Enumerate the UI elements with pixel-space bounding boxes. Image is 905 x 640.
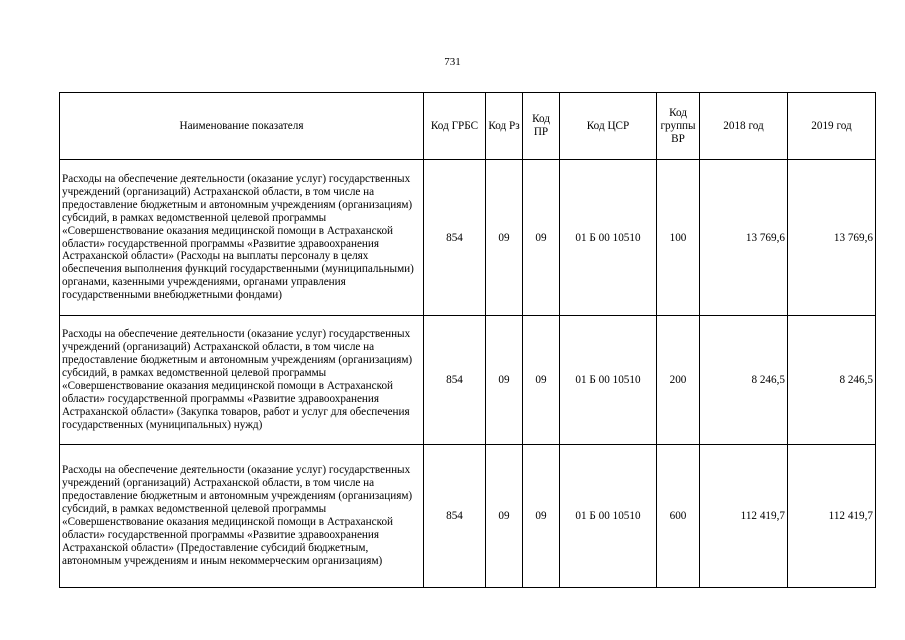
row-name: Расходы на обеспечение деятельности (оказание услуг) государственных учреждений (организаций) Астраханской области, в том числе на предоставление бюджетным и автономным учреждениям (организациям) субсидий, в рамках ведомственной целевой программы «Совершенствование оказания медицинской помощи в Астраханской области» государственной программы «Развитие здравоохранения Астраханской области» (Закупка товаров, работ и услуг для обеспечения государственных (муниципальных) нужд) <box>60 316 424 445</box>
table-row <box>60 160 876 316</box>
header-2018: 2018 год <box>700 93 788 160</box>
row-2018: 112 419,7 <box>700 445 788 588</box>
row-name: Расходы на обеспечение деятельности (оказание услуг) государственных учреждений (организаций) Астраханской области, в том числе на предоставление бюджетным и автономным учреждениям (организациям) субсидий, в рамках ведомственной целевой программы «Совершенствование оказания медицинской помощи в Астраханской области» государственной программы «Развитие здравоохранения Астраханской области» (Предоставление субсидий бюджетным, автономным учреждениям и иным некоммерческим организациям) <box>60 445 424 588</box>
row-rz: 09 <box>486 316 523 445</box>
page-number: 731 <box>444 56 461 68</box>
row-2019: 112 419,7 <box>788 445 876 588</box>
header-csr: Код ЦСР <box>560 93 657 160</box>
row-pr: 09 <box>523 445 560 588</box>
row-csr: 01 Б 00 10510 <box>560 445 657 588</box>
row-pr: 09 <box>523 160 560 316</box>
row-grbs: 854 <box>424 160 486 316</box>
row-2018: 8 246,5 <box>700 316 788 445</box>
row-2019: 13 769,6 <box>788 160 876 316</box>
header-rz: Код Рз <box>486 93 523 160</box>
row-grbs: 854 <box>424 316 486 445</box>
budget-table <box>59 92 876 588</box>
table-row <box>60 316 876 445</box>
table-header-row <box>60 93 876 160</box>
row-grbs: 854 <box>424 445 486 588</box>
header-grbs: Код ГРБС <box>424 93 486 160</box>
row-rz: 09 <box>486 160 523 316</box>
row-vr: 100 <box>657 160 700 316</box>
row-name: Расходы на обеспечение деятельности (оказание услуг) государственных учреждений (организаций) Астраханской области, в том числе на предоставление бюджетным и автономным учреждениям (организациям) субсидий, в рамках ведомственной целевой программы «Совершенствование оказания медицинской помощи в Астраханской области» государственной программы «Развитие здравоохранения Астраханской области» (Расходы на выплаты персоналу в целях обеспечения выполнения функций государственными (муниципальными) органами, казенными учреждениями, органами управления государственными внебюджетными фондами) <box>60 160 424 316</box>
header-vr: Код группы ВР <box>657 93 700 160</box>
row-rz: 09 <box>486 445 523 588</box>
row-pr: 09 <box>523 316 560 445</box>
table-row <box>60 445 876 588</box>
row-vr: 200 <box>657 316 700 445</box>
row-2018: 13 769,6 <box>700 160 788 316</box>
header-pr: Код ПР <box>523 93 560 160</box>
row-2019: 8 246,5 <box>788 316 876 445</box>
row-csr: 01 Б 00 10510 <box>560 316 657 445</box>
header-name: Наименование показателя <box>60 93 424 160</box>
header-2019: 2019 год <box>788 93 876 160</box>
row-csr: 01 Б 00 10510 <box>560 160 657 316</box>
row-vr: 600 <box>657 445 700 588</box>
